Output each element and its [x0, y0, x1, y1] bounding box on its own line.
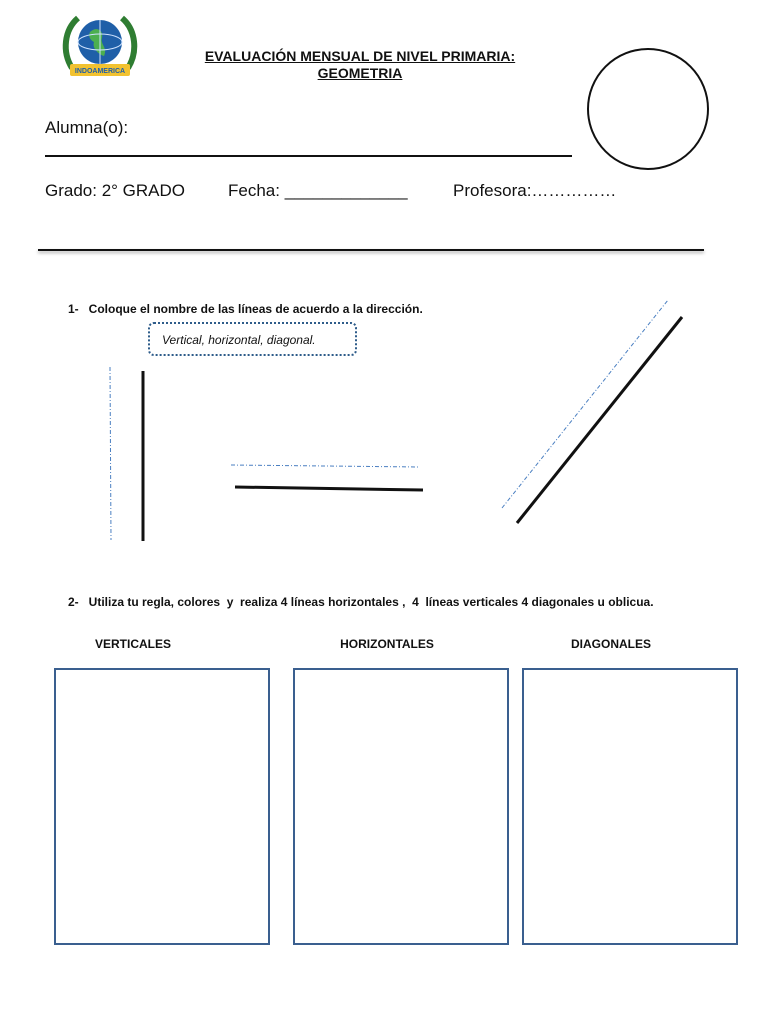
fecha-field[interactable]: Fecha: _____________	[228, 181, 408, 200]
drawing-box-verticales[interactable]	[54, 668, 270, 945]
drawing-box-diagonales[interactable]	[522, 668, 738, 945]
header-divider	[38, 249, 704, 251]
title-line-2: GEOMETRIA	[317, 65, 403, 81]
school-logo	[60, 8, 140, 80]
question-1-text: 1- Coloque el nombre de las líneas de acuerdo a la dirección.	[68, 302, 423, 316]
diagonal-solid-line	[517, 317, 682, 523]
column-label-verticales: VERTICALES	[94, 637, 171, 651]
grado-label: Grado: 2° GRADO	[45, 181, 186, 200]
logo-text: INDOAMERICA	[74, 68, 126, 75]
page-title	[150, 48, 570, 82]
horizontal-guide-line	[231, 465, 420, 467]
photo-circle	[587, 48, 709, 170]
profesora-field[interactable]: Profesora:……………	[453, 181, 617, 200]
word-bank-box	[148, 322, 357, 356]
diagonal-guide-line	[502, 300, 668, 508]
column-label-diagonales: DIAGONALES	[570, 637, 651, 651]
alumno-label: Alumna(o):	[45, 118, 129, 137]
vertical-guide-line	[110, 367, 111, 540]
alumno-answer-line[interactable]	[45, 155, 572, 157]
title-line-1: EVALUACIÓN MENSUAL DE NIVEL PRIMARIA:	[204, 48, 516, 64]
horizontal-solid-line	[235, 487, 423, 490]
column-label-horizontales: HORIZONTALES	[340, 637, 434, 651]
word-bank-text: Vertical, horizontal, diagonal.	[162, 333, 316, 347]
question-2-text: 2- Utiliza tu regla, colores y realiza 4 líneas horizontales , 4 líneas verticales 4 diagonales u oblicua.	[68, 595, 654, 609]
drawing-box-horizontales[interactable]	[293, 668, 509, 945]
